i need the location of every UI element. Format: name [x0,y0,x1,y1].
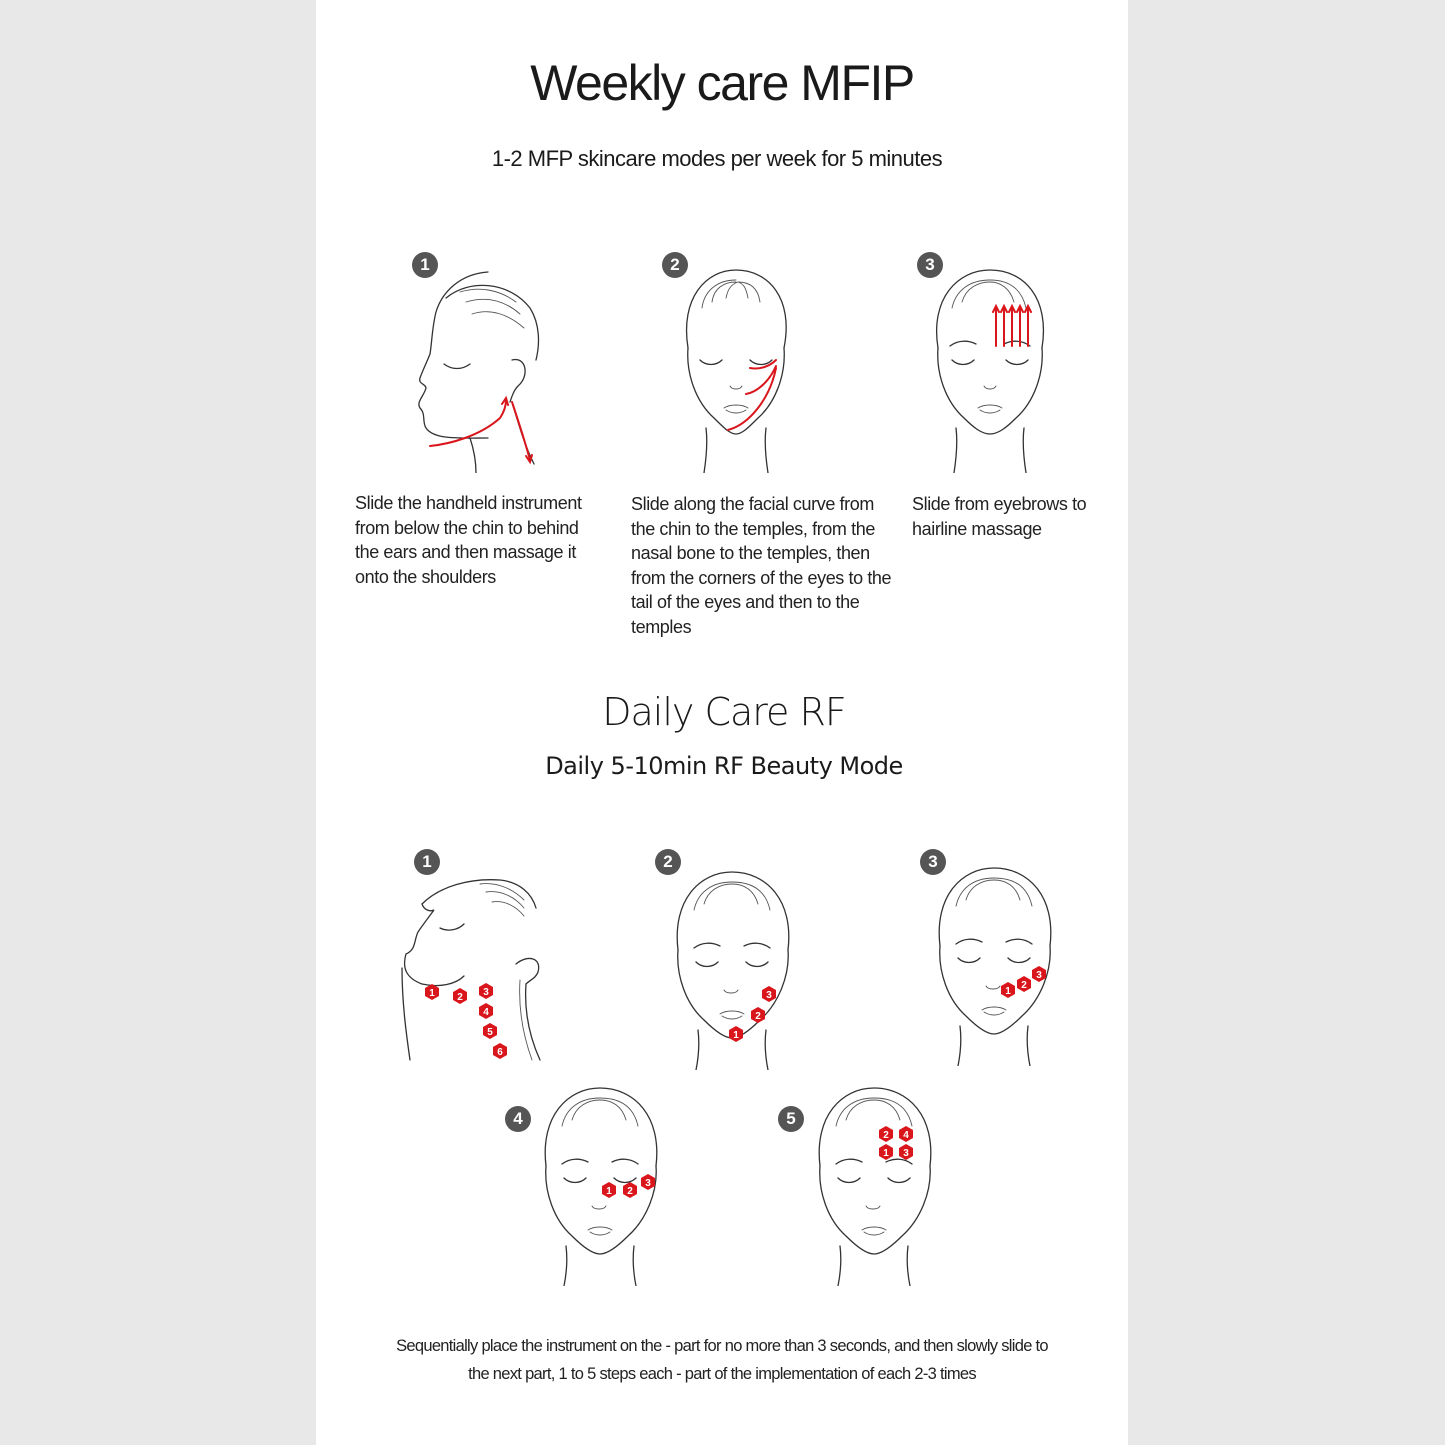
rf-point-label: 2 [883,1130,889,1141]
rf-point-label: 3 [766,990,772,1001]
rf-point [453,988,467,1004]
mfip-step-badge: 1 [412,252,438,278]
instruction-panel [316,0,1128,1445]
rf-point [493,1043,507,1059]
rf-points-step1 [422,982,532,1062]
rf-point [1032,966,1046,982]
rf-point-label: 2 [457,992,463,1003]
rf-points-step4 [600,1172,660,1202]
footer-line-1: Sequentially place the instrument on the - part for no more than 3 seconds, and then slowly slide to [396,1337,1048,1355]
footer-line-2: the next part, 1 to 5 steps each - part of the implementation of each 2-3 times [468,1365,976,1383]
rf-point [479,983,493,999]
rf-point [483,1023,497,1039]
rf-point-label: 2 [1021,980,1027,991]
rf-point-label: 3 [645,1178,651,1189]
rf-step-badge: 3 [920,849,946,875]
mfip-subtitle: 1-2 MFP skincare modes per week for 5 minutes [491,146,943,171]
rf-point [1001,982,1015,998]
rf-step-badge: 4 [505,1106,531,1132]
rf-point-label: 3 [483,987,489,998]
rf-point [729,1026,743,1042]
rf-point [899,1144,913,1160]
face-forehead-illustration [924,268,1064,473]
rf-point [879,1144,893,1160]
rf-points-step2 [722,984,782,1044]
rf-subtitle: Daily 5-10min RF Beauty Mode [545,752,903,780]
rf-forehead-illustration [816,1086,936,1286]
rf-points-step3 [999,964,1055,1000]
rf-title: Daily Care RF [602,690,846,734]
rf-step-badge: 2 [655,849,681,875]
rf-point [623,1182,637,1198]
rf-point-label: 3 [1036,970,1042,981]
mfip-step-description: Slide from eyebrows to hairline massage [912,494,1087,539]
rf-point [641,1174,655,1190]
rf-point [1017,976,1031,992]
face-profile-illustration [400,268,560,473]
rf-point-label: 3 [903,1148,909,1159]
rf-step-badge: 5 [778,1106,804,1132]
rf-points-step5 [875,1124,919,1164]
rf-point [762,986,776,1002]
rf-point-label: 6 [497,1047,503,1058]
rf-point-label: 2 [627,1186,633,1197]
rf-point-label: 1 [606,1186,612,1197]
rf-point-label: 1 [429,988,435,999]
mfip-step-description: Slide along the facial curve from the chin to the temples, from the nasal bone to the temples, then from the corners of the eyes to the tail of the eyes and then to the temples [631,494,892,637]
mfip-title: Weekly care MFIP [530,55,914,111]
rf-point [479,1003,493,1019]
face-front-illustration [666,268,806,473]
rf-point-label: 1 [1005,986,1011,997]
mfip-step-badge: 3 [917,252,943,278]
rf-step-badge: 1 [414,849,440,875]
rf-point-label: 2 [755,1011,761,1022]
rf-point [879,1126,893,1142]
mfip-step-badge: 2 [662,252,688,278]
rf-point-label: 1 [733,1030,739,1041]
rf-point-label: 5 [487,1027,493,1038]
rf-point [751,1007,765,1023]
mfip-step-description: Slide the handheld instrument from below the chin to behind the ears and then massage it onto the shoulders [355,493,582,587]
rf-point [899,1126,913,1142]
rf-point [425,984,439,1000]
rf-point-label: 4 [903,1130,909,1141]
rf-point-label: 4 [483,1007,489,1018]
rf-point-label: 1 [883,1148,889,1159]
rf-point [602,1182,616,1198]
